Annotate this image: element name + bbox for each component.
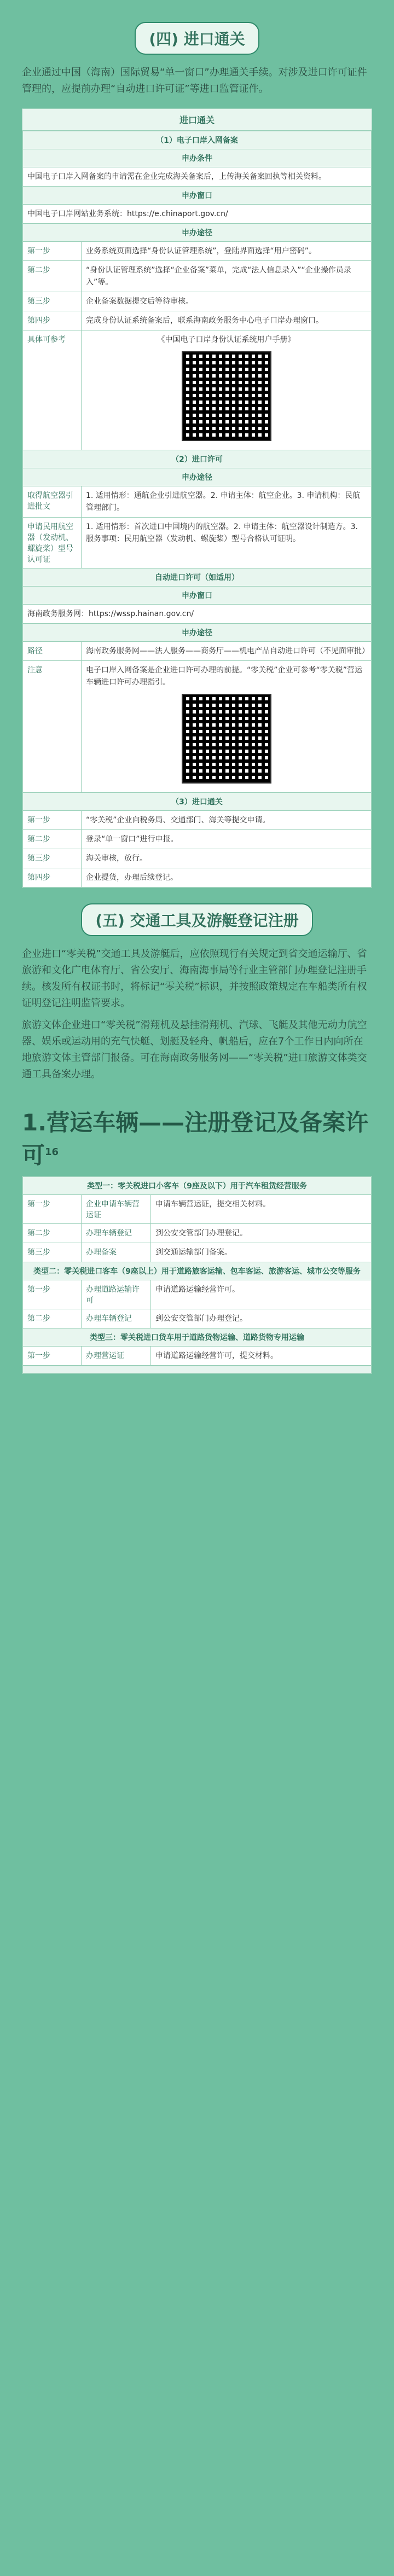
step-text: 企业备案数据提交后等待审核。 [82, 292, 372, 311]
step-text: 申请车辆营运证，提交相关材料。 [151, 1195, 372, 1224]
step-text: “零关税”企业向税务局、交通部门、海关等提交申请。 [82, 811, 372, 830]
step-title: 办理车辆登记 [82, 1309, 151, 1328]
step-text: 企业提货，办理后续登记。 [82, 868, 372, 887]
step-text: 完成身份认证系统备案后，联系海南政务服务中心电子口岸办理窗口。 [82, 311, 372, 330]
row-band: 类型三：零关税进口货车用于道路货物运输、道路货物专用运输 [23, 1328, 372, 1347]
step-title: 办理营运证 [82, 1347, 151, 1366]
auto-import-permit-title: 自动进口许可（如适用） [23, 568, 372, 587]
table-footer-bar [22, 1366, 372, 1373]
label-window: 申办窗口 [23, 587, 372, 605]
step-text: 登录“单一窗口”进行申报。 [82, 830, 372, 849]
step-label: 第二步 [23, 1309, 82, 1328]
row-band: 类型二：零关税进口客车（9座以上）用于道路旅客运输、包车客运、旅游客运、城市公交等服务 [23, 1262, 372, 1280]
note-text: 电子口岸入网备案是企业进口许可办理的前提。“零关税”企业可参考“零关税”营运车辆进口许可办理指引。 [86, 666, 363, 687]
step-text: “身份认证管理系统”选择“企业备案”菜单，完成“法人信息录入”“企业操作员录入”等。 [82, 261, 372, 292]
row-text: 1. 适用情形：首次进口中国境内的航空器。2. 申请主体：航空器设计制造方。3. 服务事项：民用航空器（发动机、螺旋桨）型号合格认可证明。 [82, 518, 372, 568]
step-label: 第一步 [23, 1347, 82, 1366]
section-title: (五) 交通工具及游艇登记注册 [81, 903, 312, 936]
step-text: 到交通运输部门备案。 [151, 1243, 372, 1262]
step-text: 业务系统页面选择“身份认证管理系统”，登陆界面选择“用户密码”。 [82, 242, 372, 261]
label-window: 申办窗口 [23, 187, 372, 205]
row-text: 海南政务服务网——法人服务——商务厅——机电产品自动进口许可（不见面审批） [82, 642, 372, 661]
row-label: 路径 [23, 642, 82, 661]
table-title: 进口通关 [22, 109, 372, 131]
step-title: 办理备案 [82, 1243, 151, 1262]
step-label: 第一步 [23, 811, 82, 830]
step-text: 到公安交管部门办理登记。 [151, 1309, 372, 1328]
step-label: 第二步 [23, 830, 82, 849]
subsection-title: （2）进口许可 [23, 450, 372, 468]
step-label: 第三步 [23, 292, 82, 311]
section-intro: 企业通过中国（海南）国际贸易“单一窗口”办理通关手续。对涉及进口许可证件管理的，应提前办理“自动进口许可证”等进口监管证件。 [22, 67, 367, 95]
label-path: 申办途径 [23, 468, 372, 486]
step-label: 第四步 [23, 868, 82, 887]
step-label: 第一步 [23, 1195, 82, 1224]
step-text: 海关审核，放行。 [82, 849, 372, 868]
label-reference: 具体可参考 [23, 330, 82, 450]
step-label: 第二步 [23, 1224, 82, 1243]
import-table [22, 131, 372, 887]
section-intro: 企业进口“零关税”交通工具及游艇后，应依照现行有关规定到省交通运输厅、省旅游和文化广电体育厅、省公安厅、海南海事局等行业主管部门办理登记注册手续。核发所有权证书时，将标记“零关税”标识，并按照政策规定在车船类所有权证明登记注明监管要求。 [22, 948, 367, 1009]
qr-code [182, 694, 271, 784]
label-path: 申办途径 [23, 624, 372, 642]
import-clearance-card [22, 108, 372, 888]
section-intro: 旅游文体企业进口“零关税”滑翔机及悬挂滑翔机、汽球、飞艇及其他无动力航空器、娱乐或运动用的充气快艇、划艇及轻舟、帆船后，应在7个工作日内向所在地旅游文体主管部门报备。可在海南政务服务网——“零关税”进口旅游文体类交通工具备案办理。 [22, 1019, 367, 1080]
step-text: 到公安交管部门办理登记。 [151, 1224, 372, 1243]
vehicle-table [22, 1176, 372, 1366]
step-label: 第三步 [23, 1243, 82, 1262]
step-text: 申请道路运输经营许可，提交材料。 [151, 1347, 372, 1366]
label-conditions: 申办条件 [23, 149, 372, 167]
subsection-title: （1）电子口岸入网备案 [23, 131, 372, 149]
step-text: 申请道路运输经营许可。 [151, 1280, 372, 1309]
step-title: 办理车辆登记 [82, 1224, 151, 1243]
reference-doc: 《中国电子口岸身份认证系统用户手册》 [157, 335, 296, 344]
window-text: 海南政务服务网：https://wssp.hainan.gov.cn/ [23, 605, 372, 624]
window-text: 中国电子口岸网站业务系统：https://e.chinaport.gov.cn/ [23, 205, 372, 224]
subsection-title: （3）进口通关 [23, 793, 372, 811]
row-label: 取得航空器引进批文 [23, 486, 82, 518]
step-label: 第四步 [23, 311, 82, 330]
step-label: 第二步 [23, 261, 82, 292]
step-title: 办理道路运输许可 [82, 1280, 151, 1309]
qr-code [182, 351, 271, 441]
section-heading: 1.营运车辆——注册登记及备案许可$^{16}$ [22, 1109, 369, 1169]
row-label: 申请民用航空器（发动机、螺旋桨）型号认可证 [23, 518, 82, 568]
label-path: 申办途径 [23, 224, 372, 242]
step-label: 第一步 [23, 1280, 82, 1309]
row-text: 1. 适用情形：通航企业引进航空器。2. 申请主体：航空企业。3. 申请机构：民航管理部门。 [82, 486, 372, 518]
row-label: 注意 [23, 661, 82, 793]
step-label: 第三步 [23, 849, 82, 868]
step-title: 企业申请车辆营运证 [82, 1195, 151, 1224]
section-title: (四) 进口通关 [135, 22, 259, 55]
step-label: 第一步 [23, 242, 82, 261]
conditions-text: 中国电子口岸入网备案的申请需在企业完成海关备案后，上传海关备案回执等相关资料。 [23, 167, 372, 187]
vehicle-registration-card [22, 1176, 372, 1374]
row-band: 类型一：零关税进口小客车（9座及以下）用于汽车租赁经营服务 [23, 1177, 372, 1195]
